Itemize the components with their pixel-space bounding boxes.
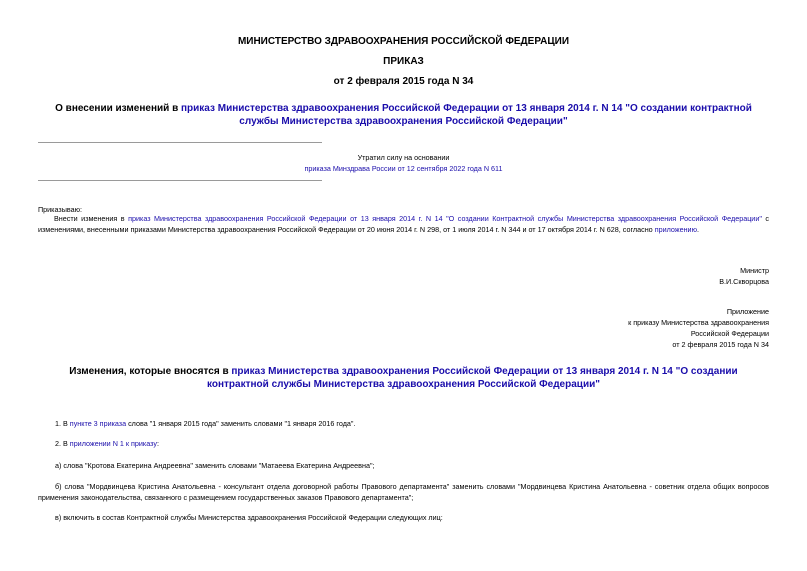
item-2-rest: : — [156, 439, 159, 448]
order-text — [38, 213, 769, 235]
status-text: Утратил силу на основании — [357, 153, 450, 162]
status-link[interactable]: приказа Минздрава России от 12 сентября 2022 года N 611 — [304, 164, 503, 173]
item-2-prefix: 2. В — [55, 439, 70, 448]
document-title — [40, 102, 767, 128]
divider-top — [38, 142, 322, 143]
appendix-line3: Российской Федерации — [690, 329, 769, 338]
divider-bottom — [38, 180, 322, 181]
order-text-prefix: Внести изменения в — [54, 214, 129, 223]
ministry-heading: МИНИСТЕРСТВО ЗДРАВООХРАНЕНИЯ РОССИЙСКОЙ ФЕДЕРАЦИИ — [237, 36, 570, 47]
item-2 — [55, 438, 159, 449]
status-notice — [250, 152, 557, 174]
title-link[interactable]: приказ Министерства здравоохранения Российской Федерации от 13 января 2014 г. N 14 "О создании контрактной службы Министерства здравоохранения Российской Федерации" — [181, 103, 752, 127]
order-link[interactable]: приказ Министерства здравоохранения Российской Федерации от 13 января 2014 г. N 14 "О создании Контрактной службы Министерства здравоохранения Российской Федерации" — [128, 214, 762, 223]
doc-date-number: от 2 февраля 2015 года N 34 — [333, 76, 474, 87]
appendix-line4: от 2 февраля 2015 года N 34 — [672, 340, 769, 349]
appendix-line2: к приказу Министерства здравоохранения — [628, 318, 769, 327]
order-text-end: . — [696, 225, 699, 234]
item-1-prefix: 1. В — [55, 419, 70, 428]
item-2-link[interactable]: приложении N 1 к приказу — [69, 439, 157, 448]
order-text-mid: с изменениями, внесенными приказами Министерства здравоохранения Российской Федерации от 20 июня 2014 г. N 298, от 1 июля 2014 г. N 344 и от 17 октября 2014 г. N 628, согласно — [38, 214, 769, 234]
appendix-reference — [628, 306, 769, 350]
appendix-title — [40, 365, 767, 391]
item-1-rest: слова "1 января 2015 года" заменить словами "1 января 2016 года". — [126, 419, 356, 428]
signature-position: Министр — [740, 266, 769, 275]
title-prefix: О внесении изменений в — [55, 103, 181, 114]
appendix-title-prefix: Изменения, которые вносятся в — [69, 366, 232, 377]
appendix-link[interactable]: приложению — [654, 225, 697, 234]
signature-block — [719, 265, 769, 287]
item-1-link[interactable]: пункте 3 приказа — [69, 419, 127, 428]
item-2c: в) включить в состав Контрактной службы Министерства здравоохранения Российской Федерации следующих лиц: — [55, 513, 443, 522]
appendix-title-link[interactable]: приказ Министерства здравоохранения Российской Федерации от 13 января 2014 г. N 14 "О создании контрактной службы Министерства здравоохранения Российской Федерации" — [207, 366, 738, 390]
doc-type-heading: ПРИКАЗ — [383, 56, 424, 67]
order-intro: Приказываю: — [38, 205, 82, 214]
item-1 — [55, 418, 355, 429]
item-2a: а) слова "Кротова Екатерина Андреевна" заменить словами "Матаеева Екатерина Андреевна"; — [55, 461, 375, 470]
item-2b: б) слова "Мордвинцева Кристина Анатольевна - консультант отдела договорной работы Правового департамента" заменить словами "Мордвинцева Кристина Анатольевна - советник отдела общих вопросов применения законодательства, связанного с размещением государственных заказов Правового департамента"; — [38, 482, 769, 502]
signature-name: В.И.Скворцова — [719, 277, 769, 286]
appendix-line1: Приложение — [726, 307, 769, 316]
